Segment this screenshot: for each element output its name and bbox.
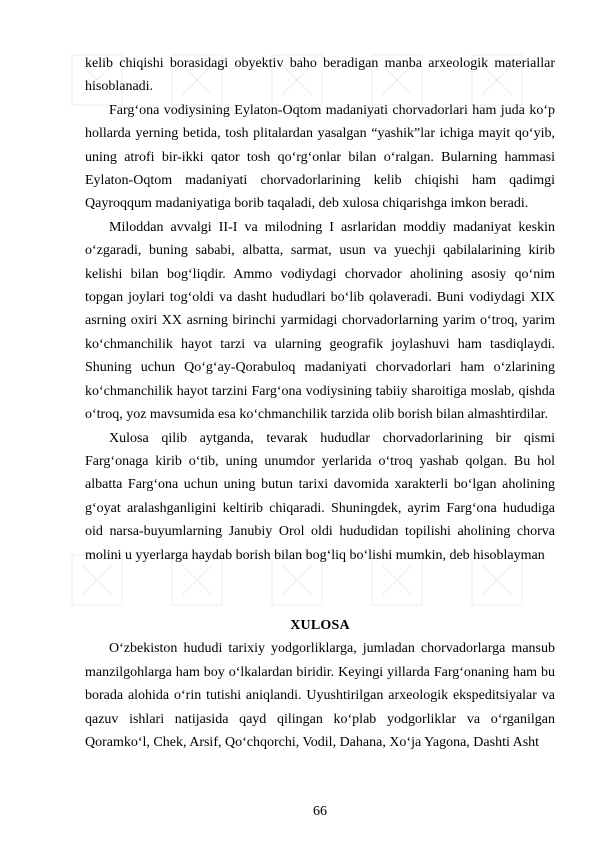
paragraph-conclusion: O‘zbekiston hududi tarixiy yodgorliklarga, jumladan chorvadorlarga mansub manzilgohlarga ham boy o‘lkalardan biridir. Keyingi yillarda Farg‘onaning ham bu borada alohida o‘rin tutishi aniqlandi. Uyushtirilgan arxeologik ekspeditsiyalar va qazuv ishlari natijasida qayd qilingan ko‘plab yodgorliklar va o‘rganilgan Qoramko‘l, Chek, Arsif, Qo‘chqorchi, Vodil, Dahana, Xo‘ja Yagona, Dashti Asht bbox=[85, 641, 555, 750]
main-text-block bbox=[85, 52, 555, 754]
paragraph-eylaton-oqtom: Farg‘ona vodiysining Eylaton-Oqtom madaniyati chorvadorlari ham juda ko‘p hollarda yerning betida, tosh plitalardan yasalgan “yashik”lar ichiga mayit qo‘yib, uning atrofi bir-ikki qator tosh qo‘rg‘onlar bilan o‘ralgan. Bularning hammasi Eylaton-Oqtom madaniyati chorvadorlarining kelib chiqishi ham qadimgi Qayroqqum madaniyatiga borib taqaladi, deb xulosa chiqarishga imkon beradi. bbox=[85, 102, 555, 212]
paragraph-summary: Xulosa qilib aytganda, tevarak hududlar chorvadorlarining bir qismi Farg‘onaga kirib o‘tib, uning unumdor yerlarida o‘troq yashab qolgan. Bu hol albatta Farg‘ona uchun uning butun tarixi davomida xarakterli bo‘lgan aholining g‘oyat aralashganligini keltirib chiqaradi. Shuningdek, ayrim Farg‘ona hududiga oid narsa-buyumlarning Janubiy Orol oldi hududidan topilishi aholining chorva molini u yyerlarga haydab borish bilan bog‘liq bo‘lishi mumkin, deb hisoblayman bbox=[85, 430, 555, 563]
section-heading: XULOSA bbox=[290, 617, 350, 633]
paragraph-culture-change: Miloddan avvalgi II-I va milodning I asrlaridan moddiy madaniyat keskin o‘zgaradi, buning sababi, albatta, sarmat, usun va yuechji qabilalarining kirib kelishi bilan bog‘liqdir. Ammo vodiydagi chorvador aholining asosiy qo‘nim topgan joylari tog‘oldi va dasht hududlari bo‘lib qolaveradi. Buni vodiydagi XIX asrning oxiri XX asrning birinchi yarmidagi chorvadorlarning yarim o‘troq, yarim ko‘chmanchilik hayot tarzi va ularning geografik joylashuvi ham tasdiqlaydi. Shuning uchun Qo‘g‘ay-Qorabuloq madaniyati chorvadorlari ham o‘zlarining ko‘chmanchilik hayot tarzini Farg‘ona vodiysining tabiiy sharoitiga moslab, qishda o‘troq, yoz mavsumida esa ko‘chmanchilik tarzida olib borish bilan almashtirdilar. bbox=[85, 219, 555, 423]
page-number: 66 bbox=[313, 804, 327, 819]
paragraph-continuation: kelib chiqishi borasidagi obyektiv baho beradigan manba arxeologik materiallar hisoblanadi. bbox=[85, 56, 555, 95]
section-spacer bbox=[85, 567, 555, 614]
